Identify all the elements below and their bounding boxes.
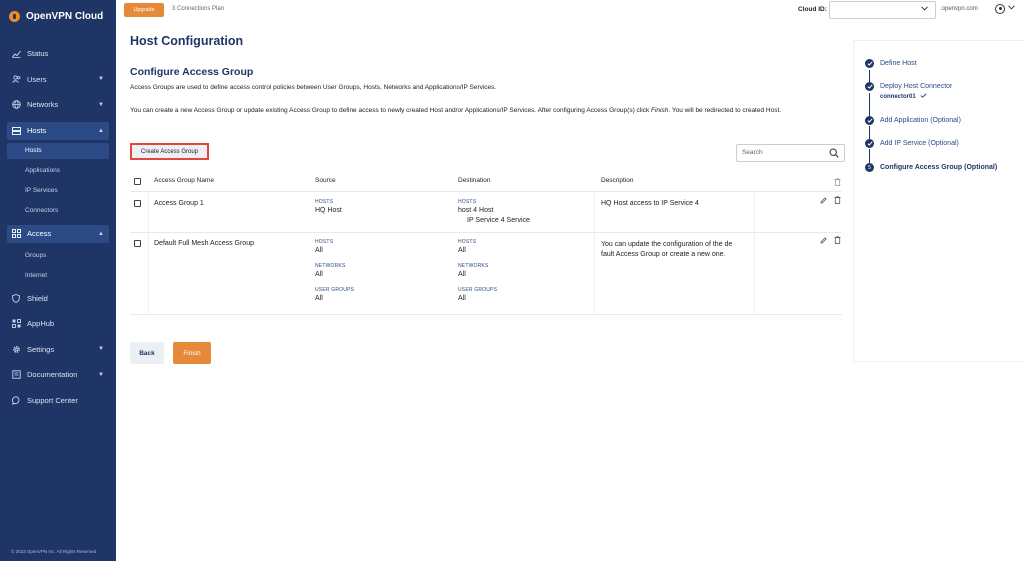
chevron-up-icon: ▲ bbox=[98, 127, 104, 134]
brand[interactable] bbox=[0, 0, 116, 32]
sidebar-item-hosts[interactable] bbox=[7, 122, 109, 140]
intro-instructions-part1: You can create a new Access Group or update existing Access Group to define access to newly created Host and/or Applications/IP Services. After configuring Access Group(s) click bbox=[130, 107, 651, 114]
step-connector bbox=[869, 126, 870, 139]
grid-icon bbox=[11, 229, 21, 238]
page-title: Host Configuration bbox=[130, 34, 244, 48]
source-cell bbox=[315, 199, 342, 214]
setup-stepper bbox=[853, 40, 1024, 362]
source-cell bbox=[315, 239, 354, 302]
column-header-source: Source bbox=[315, 177, 336, 184]
destination-cell bbox=[458, 239, 497, 302]
sidebar-item-label: Users bbox=[27, 74, 47, 84]
connector-name-text: connector01 bbox=[880, 93, 916, 100]
cloud-domain: .openvpn.com bbox=[940, 6, 978, 12]
destination-networks-value: All bbox=[458, 271, 466, 278]
sidebar-item-networks[interactable] bbox=[0, 92, 116, 118]
sidebar-item-label: AppHub bbox=[27, 319, 55, 329]
sidebar-item-apphub[interactable] bbox=[0, 311, 116, 337]
copyright: © 2023 OpenVPN Inc. All Rights Reserved bbox=[11, 549, 97, 554]
sidebar-subitem-ip-services[interactable]: IP Services bbox=[25, 187, 58, 194]
search-box[interactable] bbox=[736, 144, 845, 162]
step-add-ip-service[interactable] bbox=[865, 139, 959, 148]
intro-instructions bbox=[130, 105, 830, 116]
destination-hosts-value: host 4 Host bbox=[458, 207, 494, 214]
source-hosts-value: All bbox=[315, 247, 323, 254]
users-icon bbox=[11, 75, 21, 83]
apps-icon bbox=[11, 319, 21, 328]
chevron-down-icon: ▼ bbox=[98, 346, 104, 353]
table-header bbox=[130, 172, 842, 192]
check-icon bbox=[865, 116, 874, 125]
chevron-down-icon: ▼ bbox=[98, 101, 104, 108]
destination-hosts-label: HOSTS bbox=[458, 199, 477, 205]
column-divider bbox=[594, 233, 595, 315]
column-header-destination: Destination bbox=[458, 177, 491, 184]
step-add-application[interactable] bbox=[865, 116, 961, 125]
sidebar bbox=[0, 0, 116, 561]
checkmark-icon bbox=[920, 93, 927, 100]
back-button[interactable]: Back bbox=[130, 342, 164, 364]
column-divider bbox=[754, 192, 755, 233]
sidebar-item-settings[interactable] bbox=[0, 337, 116, 363]
step-label: Add Application (Optional) bbox=[880, 117, 961, 124]
connector-name bbox=[880, 93, 952, 100]
brand-name: OpenVPN Cloud bbox=[26, 10, 104, 22]
intro-instructions-part2: . You will be redirected to created Host. bbox=[668, 107, 782, 114]
chat-icon bbox=[11, 396, 21, 405]
table-row[interactable] bbox=[130, 192, 842, 233]
sidebar-item-users[interactable] bbox=[0, 67, 116, 93]
step-connector bbox=[869, 70, 870, 82]
source-hosts-value: HQ Host bbox=[315, 207, 342, 214]
description-cell bbox=[601, 240, 732, 260]
select-all-checkbox[interactable] bbox=[134, 178, 141, 185]
destination-user-groups-value: All bbox=[458, 295, 466, 302]
chevron-down-icon: ▼ bbox=[98, 76, 104, 83]
step-content bbox=[880, 82, 952, 100]
step-deploy-host-connector[interactable] bbox=[865, 82, 952, 100]
destination-hosts-value: All bbox=[458, 247, 466, 254]
description-line: You can update the configuration of the de bbox=[601, 241, 733, 248]
access-group-name: Default Full Mesh Access Group bbox=[154, 240, 254, 247]
check-icon bbox=[865, 139, 874, 148]
search-icon[interactable] bbox=[829, 148, 839, 160]
trash-icon[interactable] bbox=[833, 236, 841, 244]
sidebar-item-support-center[interactable] bbox=[0, 388, 116, 414]
step-define-host[interactable] bbox=[865, 59, 917, 68]
intro-text: Access Groups are used to define access control policies between User Groups, Hosts, Networks and Applications/IP Services. bbox=[130, 84, 497, 91]
table-row[interactable] bbox=[130, 233, 842, 315]
sidebar-item-label: Support Center bbox=[27, 395, 78, 405]
column-header-name: Access Group Name bbox=[154, 177, 214, 184]
step-connector bbox=[869, 149, 870, 163]
sidebar-subitem-connectors[interactable]: Connectors bbox=[25, 207, 59, 214]
chevron-up-icon: ▲ bbox=[98, 230, 104, 237]
finish-button[interactable]: Finish bbox=[173, 342, 211, 364]
intro-instructions-finish: Finish bbox=[651, 107, 669, 114]
section-title: Configure Access Group bbox=[130, 66, 254, 78]
row-checkbox[interactable] bbox=[134, 200, 141, 207]
globe-icon bbox=[11, 100, 21, 109]
source-hosts-label: HOSTS bbox=[315, 199, 334, 205]
sidebar-item-label: Access bbox=[27, 229, 52, 238]
destination-hosts-label: HOSTS bbox=[458, 239, 477, 245]
sidebar-subitem-applications[interactable]: Applications bbox=[25, 167, 61, 174]
description-cell: HQ Host access to IP Service 4 bbox=[601, 200, 699, 207]
column-divider bbox=[594, 192, 595, 233]
book-icon bbox=[11, 370, 21, 379]
cloud-id-select[interactable] bbox=[829, 1, 936, 19]
destination-service-value: IP Service 4 Service bbox=[467, 217, 530, 224]
destination-cell bbox=[458, 199, 530, 224]
step-configure-access-group[interactable] bbox=[865, 163, 997, 172]
column-divider bbox=[148, 192, 149, 233]
sidebar-item-label: Settings bbox=[27, 344, 55, 354]
step-label: Add IP Service (Optional) bbox=[880, 140, 959, 147]
row-checkbox[interactable] bbox=[134, 240, 141, 247]
search-input[interactable] bbox=[742, 149, 827, 156]
chart-icon bbox=[11, 50, 21, 58]
sidebar-item-documentation[interactable] bbox=[0, 362, 116, 388]
sidebar-subitem-hosts[interactable]: Hosts bbox=[7, 143, 109, 159]
main-content bbox=[130, 0, 842, 561]
source-user-groups-label: USER GROUPS bbox=[315, 287, 355, 293]
sidebar-item-label: Networks bbox=[27, 100, 59, 110]
sidebar-subitem-groups[interactable]: Groups bbox=[25, 252, 47, 259]
step-label: Define Host bbox=[880, 60, 917, 67]
sidebar-item-label: Status bbox=[27, 49, 49, 59]
sidebar-item-label: Hosts bbox=[27, 126, 47, 135]
cloud-id-label: Cloud ID: bbox=[798, 6, 827, 13]
sidebar-item-label: Shield bbox=[27, 293, 48, 303]
sidebar-item-status[interactable] bbox=[0, 41, 116, 67]
column-divider bbox=[148, 233, 149, 315]
gear-icon bbox=[11, 345, 21, 354]
shield-icon bbox=[11, 294, 21, 303]
sidebar-item-label: Documentation bbox=[27, 370, 78, 380]
check-icon bbox=[865, 59, 874, 68]
chevron-down-icon[interactable] bbox=[1008, 5, 1015, 12]
sidebar-subitem-internet[interactable]: Internet bbox=[25, 272, 48, 279]
step-number: 5 bbox=[865, 163, 874, 172]
source-networks-value: All bbox=[315, 271, 323, 278]
server-icon bbox=[11, 127, 21, 135]
check-icon bbox=[865, 82, 874, 91]
column-header-description: Description bbox=[601, 177, 634, 184]
trash-icon[interactable] bbox=[833, 196, 841, 204]
upgrade-button[interactable]: Upgrade bbox=[124, 3, 164, 17]
description-line: fault Access Group or create a new one. bbox=[601, 251, 726, 258]
access-group-name: Access Group 1 bbox=[154, 200, 204, 207]
step-label: Configure Access Group (Optional) bbox=[880, 164, 998, 171]
edit-icon[interactable] bbox=[819, 196, 827, 204]
column-divider bbox=[754, 233, 755, 315]
sidebar-item-shield[interactable] bbox=[0, 286, 116, 312]
user-account-icon[interactable] bbox=[995, 4, 1005, 14]
step-label: Deploy Host Connector bbox=[880, 83, 953, 90]
sidebar-item-access[interactable] bbox=[7, 225, 109, 243]
chevron-down-icon bbox=[921, 6, 928, 13]
sidebar-nav bbox=[0, 41, 116, 413]
edit-icon[interactable] bbox=[819, 236, 827, 244]
openvpn-logo-icon bbox=[9, 11, 20, 22]
create-access-group-button[interactable]: Create Access Group bbox=[130, 143, 209, 160]
trash-icon[interactable] bbox=[833, 178, 841, 186]
chevron-down-icon: ▼ bbox=[98, 371, 104, 378]
destination-networks-label: NETWORKS bbox=[458, 263, 489, 269]
source-networks-label: NETWORKS bbox=[315, 263, 346, 269]
source-hosts-label: HOSTS bbox=[315, 239, 334, 245]
source-user-groups-value: All bbox=[315, 295, 323, 302]
plan-label: 3 Connections Plan bbox=[172, 6, 225, 12]
destination-user-groups-label: USER GROUPS bbox=[458, 287, 498, 293]
